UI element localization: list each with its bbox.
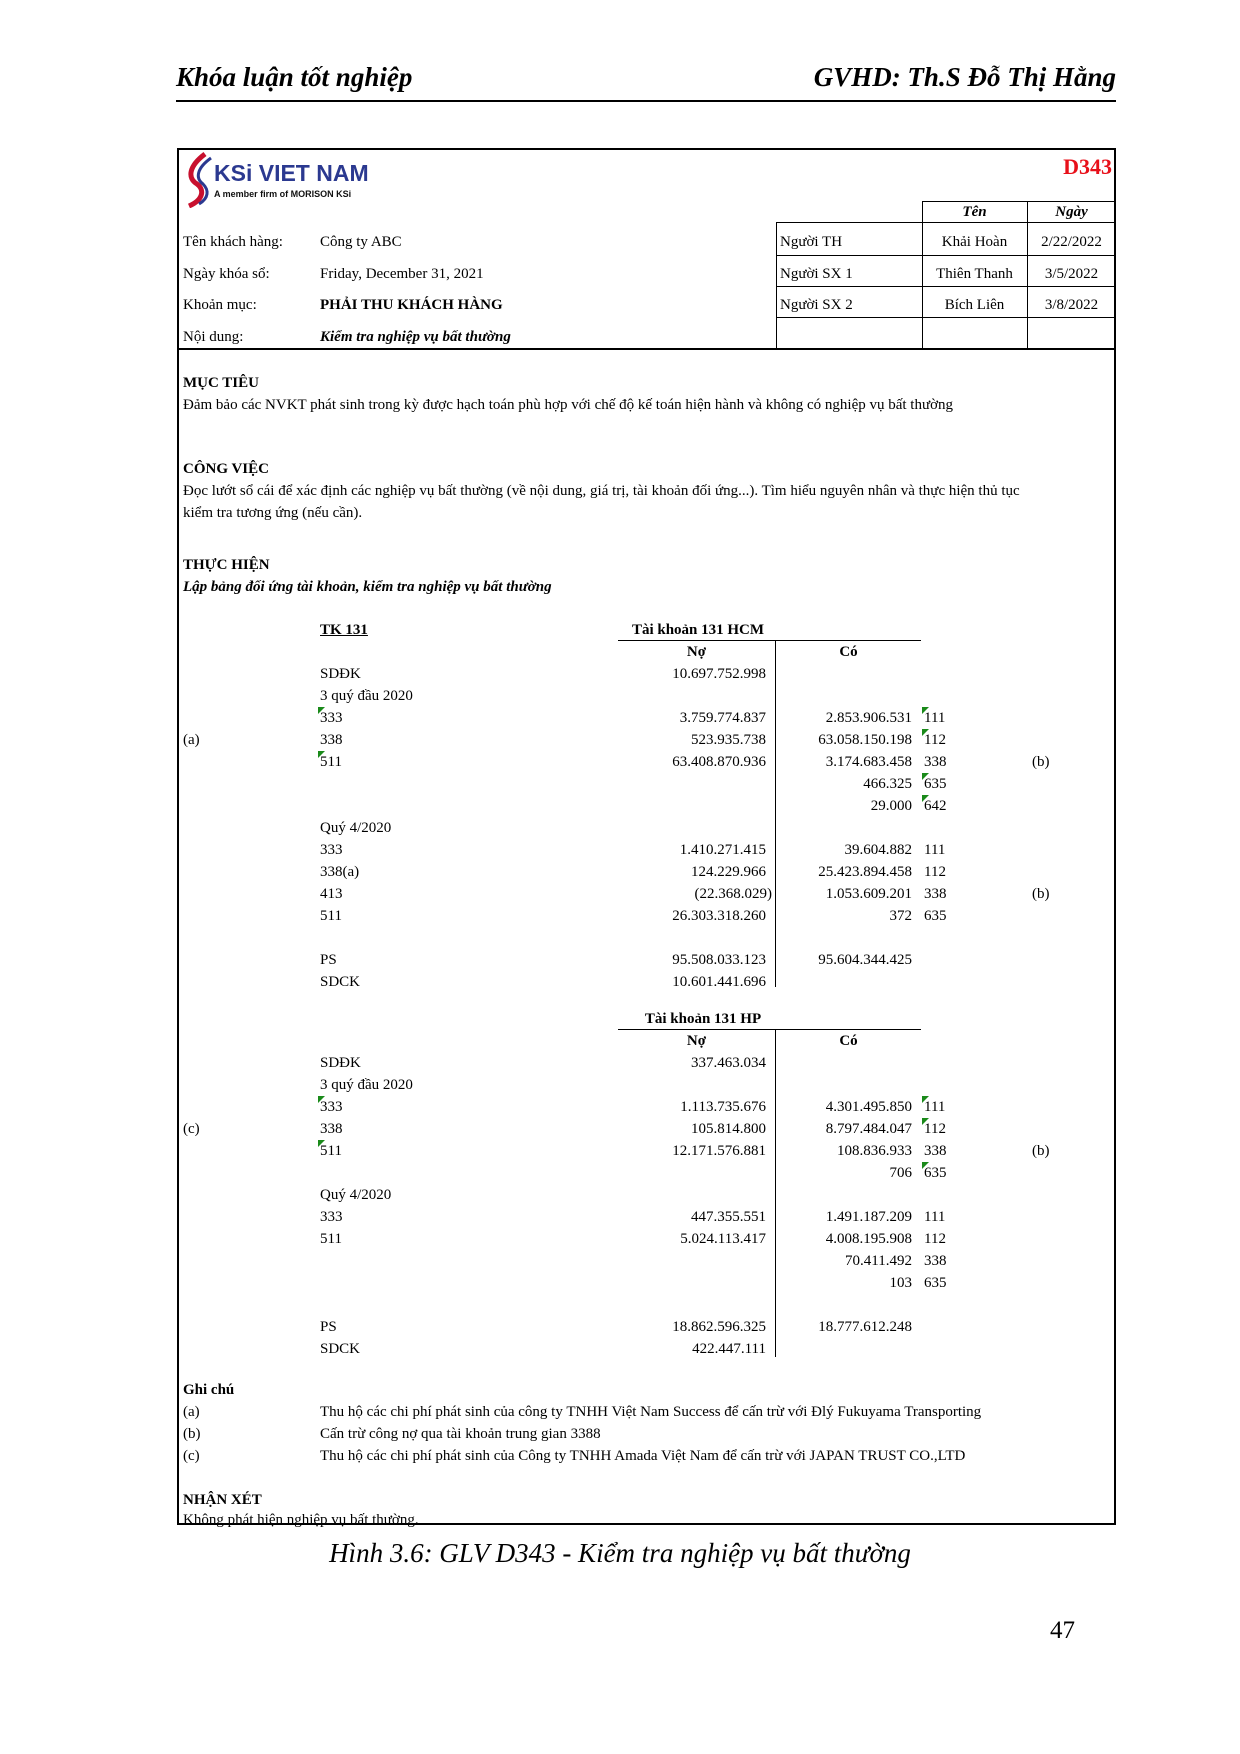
signoff-line: [776, 255, 1116, 256]
ledger2-credit: 108.836.933: [837, 1143, 912, 1159]
ledger1-credit: 372: [889, 908, 912, 924]
note-key: (b): [183, 1426, 201, 1442]
cell-comment-icon: [922, 1118, 929, 1125]
ledger2-credit: 103: [889, 1275, 912, 1291]
logo-name: KSi VIET NAM: [214, 160, 369, 186]
ledger1-credit: 25.423.894.458: [818, 864, 912, 880]
ledger2-credit-acc: 635: [924, 1165, 947, 1181]
work-text-line1: Đọc lướt sổ cái để xác định các nghiệp vụ bất thường (về nội dung, giá trị, tài khoản đối ứng...). Tìm hiểu nguyên nhân và thực hiện thủ tục: [183, 483, 1020, 499]
cell-comment-icon: [318, 751, 325, 758]
ledger2-title: Tài khoản 131 HP: [644, 1011, 762, 1027]
reference-code: D343: [1063, 154, 1112, 179]
ledger1-period2: Quý 4/2020: [320, 820, 392, 836]
note-key: (a): [183, 1404, 200, 1420]
ledger2-credit: 4.008.195.908: [825, 1231, 912, 1247]
notes-title: Ghi chú: [183, 1382, 235, 1398]
ledger1-mark-b: (b): [1032, 886, 1050, 902]
ledger2-closing-label: SDCK: [320, 1341, 361, 1357]
signoff-role: Người SX 1: [780, 266, 853, 282]
execution-subtitle: Lập bảng đối ứng tài khoản, kiểm tra nghiệp vụ bất thường: [183, 579, 552, 595]
objective-title: MỤC TIÊU: [183, 375, 259, 391]
logo-subtitle: A member firm of MORISON KSi: [214, 189, 352, 199]
signoff-col-name: Tên: [962, 204, 987, 220]
info-value: Friday, December 31, 2021: [320, 266, 484, 282]
ledger1-debit: 3.759.774.837: [679, 710, 766, 726]
ledger1-debit: 523.935.738: [691, 732, 766, 748]
ledger2-credit: 70.411.492: [845, 1253, 912, 1269]
ledger2-credit-acc: 111: [924, 1099, 946, 1115]
ledger2-opening: 337.463.034: [691, 1055, 766, 1071]
header-left: Khóa luận tốt nghiệp: [176, 62, 413, 92]
signoff-col-date: Ngày: [1055, 204, 1088, 220]
cell-comment-icon: [922, 729, 929, 736]
info-label: Tên khách hàng:: [183, 234, 283, 250]
figure-caption: Hình 3.6: GLV D343 - Kiểm tra nghiệp vụ bất thường: [329, 1538, 911, 1568]
ledger2-credit-acc: 112: [924, 1231, 946, 1247]
signoff-name: Bích Liên: [944, 297, 1005, 313]
ledger2-top-rule: [618, 1029, 921, 1030]
ledger1-acc: 413: [320, 886, 343, 902]
ledger2-credit: 8.797.484.047: [825, 1121, 912, 1137]
signoff-line: [776, 222, 777, 348]
info-value: Kiểm tra nghiệp vụ bất thường: [320, 329, 511, 345]
ledger2-credit-acc: 112: [924, 1121, 946, 1137]
remark-text: Không phát hiện nghiệp vụ bất thường.: [183, 1512, 419, 1528]
ledger2-debit: 447.355.551: [691, 1209, 766, 1225]
ledger1-label: TK 131: [320, 622, 368, 638]
cell-comment-icon: [922, 795, 929, 802]
cell-comment-icon: [922, 1096, 929, 1103]
ledger1-closing: 10.601.441.696: [672, 974, 766, 990]
ledger1-credit-acc: 635: [924, 908, 947, 924]
note-key: (c): [183, 1448, 200, 1464]
signoff-name: Khải Hoàn: [941, 234, 1008, 250]
ledger1-ps-credit: 95.604.344.425: [818, 952, 912, 968]
ledger1-mark-a: (a): [183, 732, 200, 748]
ledger1-credit: 3.174.683.458: [825, 754, 912, 770]
ledger1-title: Tài khoản 131 HCM: [631, 622, 765, 638]
ledger2-credit-acc: 338: [924, 1143, 947, 1159]
ledger2-period1: 3 quý đầu 2020: [320, 1077, 413, 1093]
ledger1-credit-head: Có: [839, 644, 858, 660]
work-text-line2: kiểm tra tương ứng (nếu cần).: [183, 505, 363, 521]
signoff-role: Người TH: [780, 234, 843, 250]
ledger1-debit: 63.408.870.936: [672, 754, 766, 770]
ledger1-credit: 466.325: [863, 776, 912, 792]
ledger1-credit-acc: 111: [924, 710, 946, 726]
ledger2-mark-c: (c): [183, 1121, 200, 1137]
ledger1-top-rule: [618, 640, 921, 641]
ledger1-debit: 26.303.318.260: [672, 908, 766, 924]
cell-comment-icon: [318, 1096, 325, 1103]
ledger2-acc: 338: [320, 1121, 343, 1137]
ledger2-closing: 422.447.111: [692, 1341, 766, 1357]
ledger1-acc: 338(a): [320, 864, 360, 880]
ledger1-debit: 124.229.966: [691, 864, 766, 880]
info-label: Khoản mục:: [183, 297, 257, 313]
header-right: GVHD: Th.S Đỗ Thị Hằng: [813, 62, 1116, 92]
header-rule: [176, 100, 1116, 102]
ledger1-period1: 3 quý đầu 2020: [320, 688, 413, 704]
ledger1-credit: 1.053.609.201: [825, 886, 912, 902]
ledger1-credit-acc: 111: [924, 842, 946, 858]
ledger2-debit: 105.814.800: [691, 1121, 766, 1137]
signoff-date: 3/8/2022: [1044, 297, 1099, 313]
cell-comment-icon: [922, 707, 929, 714]
ledger2-credit-acc: 338: [924, 1253, 947, 1269]
ledger1-acc: 511: [320, 754, 342, 770]
signoff-role: Người SX 2: [780, 297, 853, 313]
info-label: Ngày khóa sổ:: [183, 266, 270, 282]
ledger1-credit-acc: 112: [924, 864, 946, 880]
info-value: Công ty ABC: [320, 234, 402, 250]
ledger1-credit: 39.604.882: [844, 842, 912, 858]
ledger2-ps-debit: 18.862.596.325: [672, 1319, 766, 1335]
signoff-line: [922, 201, 1116, 202]
ledger1-debit-head: Nợ: [686, 644, 707, 660]
ledger1-credit: 2.853.906.531: [825, 710, 912, 726]
ledger2-credit-acc: 635: [924, 1275, 947, 1291]
info-value: PHẢI THU KHÁCH HÀNG: [320, 297, 503, 313]
signoff-date: 3/5/2022: [1044, 266, 1099, 282]
ksi-swoosh-icon: [183, 152, 213, 208]
ledger2-acc: 511: [320, 1231, 342, 1247]
note-text: Thu hộ các chi phí phát sinh của công ty TNHH Việt Nam Success để cấn trừ với Đlý Fukuyama Transporting: [320, 1404, 982, 1420]
ledger1-acc: 333: [320, 710, 343, 726]
work-title: CÔNG VIỆC: [183, 461, 269, 477]
ledger2-debit: 12.171.576.881: [672, 1143, 766, 1159]
ledger1-debit: (22.368.029): [694, 886, 772, 902]
ledger2-t-divider: [775, 1030, 776, 1357]
ledger1-ps-debit: 95.508.033.123: [672, 952, 766, 968]
ledger1-credit-acc: 338: [924, 754, 947, 770]
remark-title: NHẬN XÉT: [183, 1492, 262, 1508]
signoff-line: [776, 286, 1116, 287]
cell-comment-icon: [318, 707, 325, 714]
objective-text: Đảm bảo các NVKT phát sinh trong kỳ được hạch toán phù hợp với chế độ kế toán hiện hành và không có nghiệp vụ bất thường: [183, 397, 954, 413]
ksi-logo: [183, 152, 393, 212]
ledger2-acc: 511: [320, 1143, 342, 1159]
ledger2-debit: 1.113.735.676: [680, 1099, 766, 1115]
signoff-line: [776, 222, 1116, 223]
ledger1-closing-label: SDCK: [320, 974, 361, 990]
ledger2-credit: 706: [889, 1165, 912, 1181]
ledger1-credit-acc: 338: [924, 886, 947, 902]
signoff-line: [776, 317, 1116, 318]
ledger1-acc: 338: [320, 732, 343, 748]
ledger2-debit: 5.024.113.417: [680, 1231, 766, 1247]
execution-title: THỰC HIỆN: [183, 557, 270, 573]
signoff-name: Thiên Thanh: [936, 266, 1013, 282]
ledger2-credit-head: Có: [839, 1033, 858, 1049]
ledger2-mark-b: (b): [1032, 1143, 1050, 1159]
ledger1-credit: 29.000: [870, 798, 912, 814]
ledger2-acc: 333: [320, 1209, 343, 1225]
note-text: Thu hộ các chi phí phát sinh của Công ty TNHH Amada Việt Nam để cấn trừ với JAPAN TRUST CO.,LTD: [320, 1448, 966, 1464]
ledger2-credit: 4.301.495.850: [825, 1099, 912, 1115]
info-label: Nội dung:: [183, 329, 244, 345]
page-number: 47: [1050, 1617, 1075, 1644]
ledger2-credit-acc: 111: [924, 1209, 946, 1225]
signoff-date: 2/22/2022: [1041, 234, 1102, 250]
ledger2-ps-label: PS: [320, 1319, 337, 1335]
ledger1-acc: 333: [320, 842, 343, 858]
ledger2-period2: Quý 4/2020: [320, 1187, 392, 1203]
ledger1-opening-label: SDĐK: [320, 666, 361, 682]
ledger1-credit: 63.058.150.198: [818, 732, 912, 748]
ledger2-credit: 1.491.187.209: [825, 1209, 912, 1225]
ledger1-mark-b: (b): [1032, 754, 1050, 770]
ledger2-opening-label: SDĐK: [320, 1055, 361, 1071]
ledger1-debit: 1.410.271.415: [679, 842, 766, 858]
info-bottom-rule: [177, 348, 1116, 350]
cell-comment-icon: [318, 1140, 325, 1147]
ledger2-ps-credit: 18.777.612.248: [818, 1319, 912, 1335]
cell-comment-icon: [922, 1162, 929, 1169]
note-text: Cấn trừ công nợ qua tài khoản trung gian 3388: [320, 1426, 601, 1442]
ledger1-credit-acc: 112: [924, 732, 946, 748]
cell-comment-icon: [922, 773, 929, 780]
ledger1-acc: 511: [320, 908, 342, 924]
ledger1-ps-label: PS: [320, 952, 337, 968]
ledger2-debit-head: Nợ: [686, 1033, 707, 1049]
ledger2-acc: 333: [320, 1099, 343, 1115]
ledger1-opening: 10.697.752.998: [672, 666, 766, 682]
ledger1-credit-acc: 642: [924, 798, 947, 814]
ledger1-credit-acc: 635: [924, 776, 947, 792]
